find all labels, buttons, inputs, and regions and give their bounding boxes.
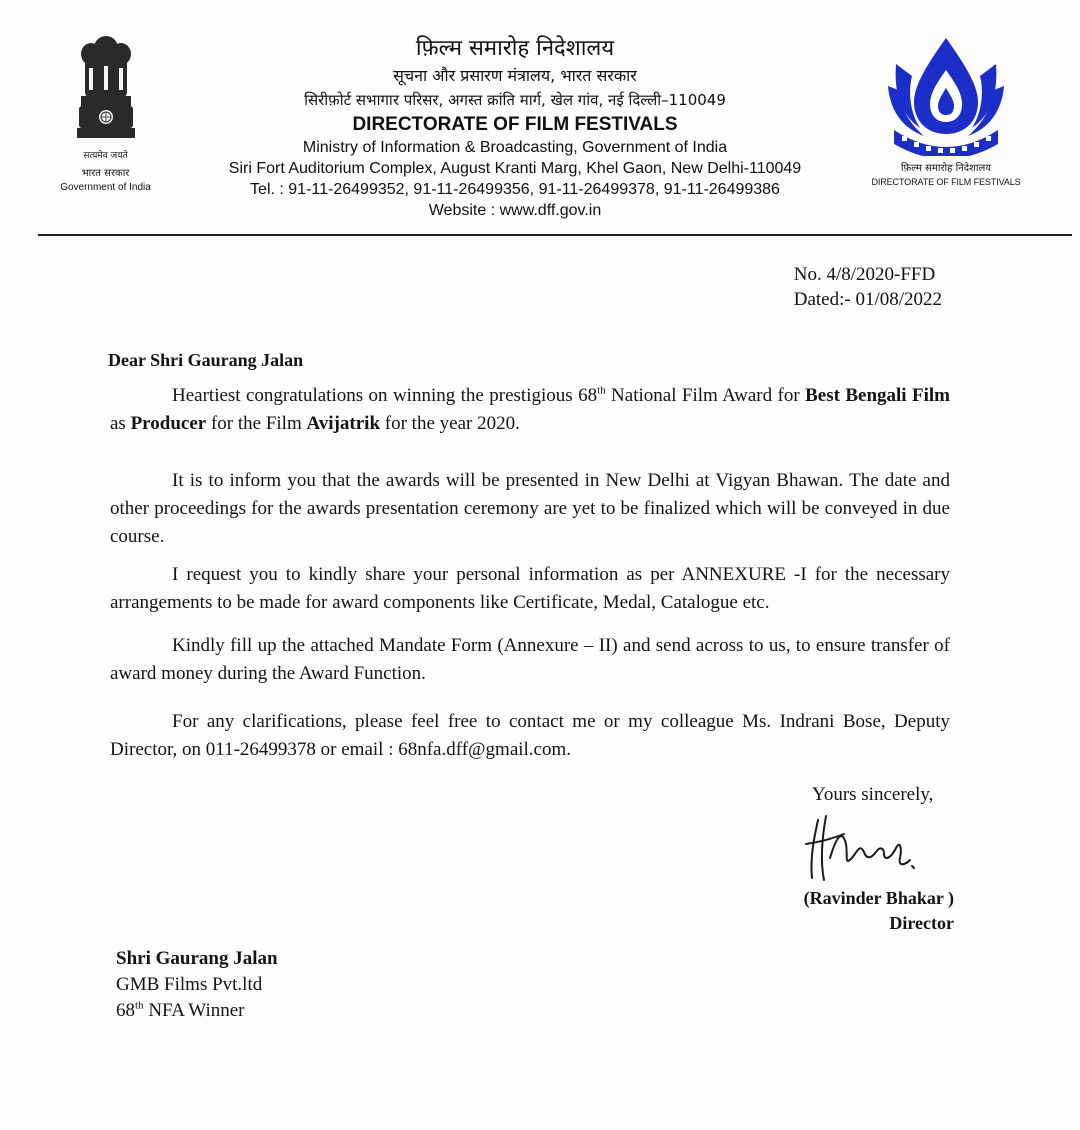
signer-designation: Director [889,913,954,933]
reference-date: Dated:- 01/08/2022 [793,289,942,310]
emblem-english-label: Government of India [60,182,151,193]
dff-logo [866,36,1026,187]
award-role: Producer [130,413,207,434]
reference-block [794,262,942,312]
paragraph-annexure-1: I request you to kindly share your personal information as per ANNEXURE -I for the necessary arrangements to be made for award components like Certificate, Medal, Catalogue etc. [110,564,950,613]
recipient-company: GMB Films Pvt.ltd [116,974,263,995]
website: Website : www.dff.gov.in [428,202,602,219]
letterhead-text [170,34,860,221]
national-emblem [48,28,163,193]
recipient-award: 68th NFA Winner [116,999,245,1021]
lion-capital-icon [71,28,141,146]
recipient-name: Shri Gaurang Jalan [116,948,278,969]
closing: Yours sincerely, [812,784,934,805]
emblem-motto: सत्यमेव जयते [83,151,128,161]
english-ministry: Ministry of Information & Broadcasting, Government of India [302,139,728,156]
paragraph-congratulations: Heartiest congratulations on winning the prestigious 68th National Film Award for Best Bengali Film as Producer for the Film Avijatrik for the year 2020. [110,384,950,434]
paragraph-venue: It is to inform you that the awards will be presented in New Delhi at Vigyan Bhawan. The date and other proceedings for the awards presentation ceremony are yet to be finalized which will be conveyed in due course. [110,470,950,547]
emblem-hindi-label: भारत सरकार [81,168,130,179]
lotus-film-logo-icon [886,36,1006,156]
salutation: Dear Shri Gaurang Jalan [108,350,304,370]
header-divider [38,234,1072,236]
signer-block [804,886,954,936]
hindi-title: फ़िल्म समारोह निदेशालय [415,36,615,61]
hindi-address: सिरीफ़ोर्ट सभागार परिसर, अगस्त क्रांति मार्ग, खेल गांव, नई दिल्ली–110049 [304,91,726,109]
handwritten-signature [800,808,930,893]
recipient-block [116,946,278,1024]
paragraph-mandate-form: Kindly fill up the attached Mandate Form (Annexure – II) and send across to us, to ensure transfer of award money during the Award Function. [110,635,950,684]
award-category: Best Bengali Film [805,385,950,406]
paragraph-contact: For any clarifications, please feel free to contact me or my colleague Ms. Indrani Bose, Deputy Director, on 011-26499378 or email : 68nfa.dff@gmail.com. [110,711,950,760]
english-title: DIRECTORATE OF FILM FESTIVALS [352,114,678,135]
telephone-numbers: Tel. : 91-11-26499352, 91-11-26499356, 91-11-26499378, 91-11-26499386 [250,181,780,198]
hindi-ministry: सूचना और प्रसारण मंत्रालय, भारत सरकार [393,66,637,85]
film-title: Avijatrik [306,413,381,434]
logo-hindi-label: फ़िल्म समारोह निदेशालय [900,163,992,174]
signer-name: (Ravinder Bhakar ) [803,888,954,908]
logo-english-label: DIRECTORATE OF FILM FESTIVALS [871,177,1021,187]
english-address: Siri Fort Auditorium Complex, August Kranti Marg, Khel Gaon, New Delhi-110049 [228,160,802,177]
reference-number: No. 4/8/2020-FFD [793,264,936,285]
